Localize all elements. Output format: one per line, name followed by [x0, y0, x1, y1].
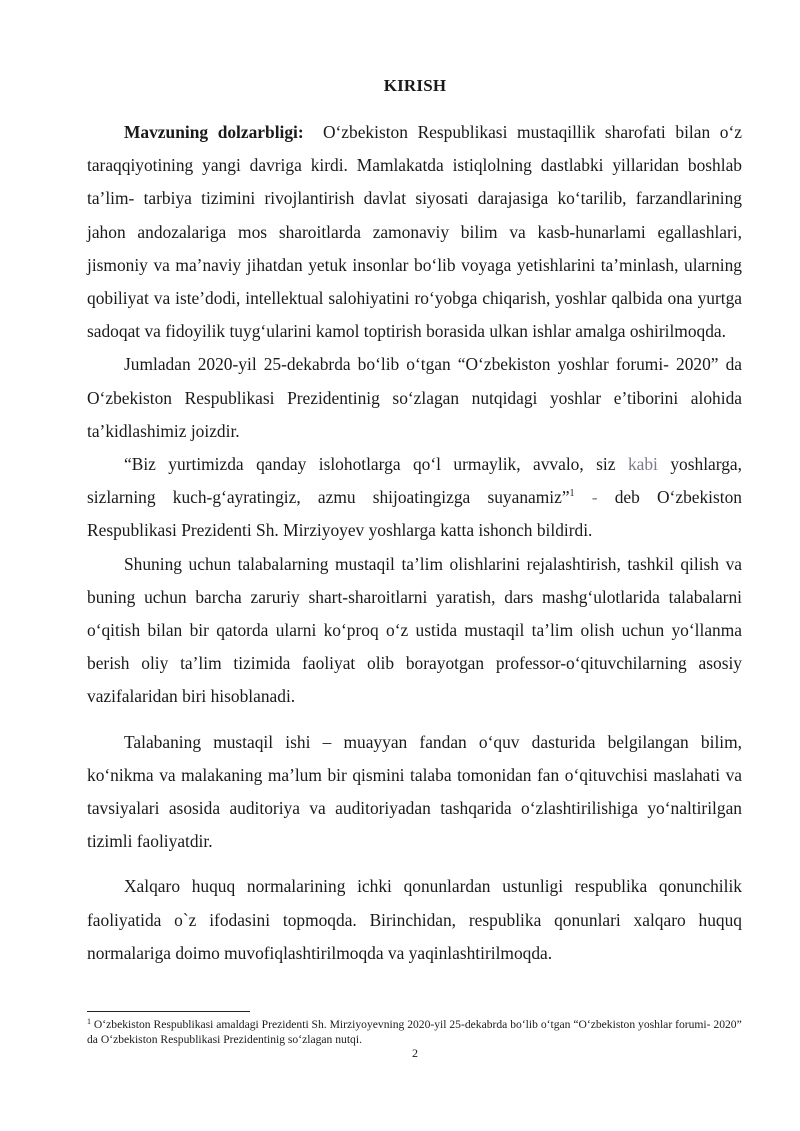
paragraph-relevance — [87, 116, 742, 348]
footnote — [87, 1017, 742, 1047]
paragraph-youth-forum: Jumladan 2020-yil 25-dekabrda bo‘lib o‘tgan “O‘zbekiston yoshlar forumi- 2020” da O‘zbekiston Respublikasi Prezidentinig so‘zlagan nutqidagi yoshlar e’tiborini alohida ta’kidlashimiz joizdir. — [87, 354, 742, 441]
body-text — [87, 116, 742, 970]
footnote-separator — [87, 1011, 250, 1012]
page-number: 2 — [412, 1046, 418, 1060]
footnote-reference[interactable]: 1 — [569, 488, 575, 500]
paragraph-quote — [87, 448, 742, 548]
relevance-text: O‘zbekiston Respublikasi mustaqillik sharofati bilan o‘z taraqqiyotining yangi davriga kirdi. Mamlakatda istiqlolning dastlabki yillaridan boshlab ta’lim- tarbiya tizimini rivojlantirish davlat siyosati darajasiga ko‘tarilib, farzandlarining jahon andozalariga mos sharoitlarda zamonaviy bilim va kasb-hunarlami egallashlari, jismoniy va ma’naviy jihatdan yetuk insonlar bo‘lib voyaga yetishlarini ta’minlash, ularning qobiliyat va iste’dodi, intellektual salohiyatini ro‘yobga chiqarish, yoshlar qalbida ona yurtga sadoqat va fidoyilik tuyg‘ularini kamol toptirish borasida ulkan ishlar amalga oshirilmoqda. — [87, 122, 742, 342]
footnote-text: O‘zbekiston Respublikasi amaldagi Prezidenti Sh. Mirziyoyevning 2020-yil 25-dekabrda bo‘lib o‘tgan “O‘zbekiston yoshlar forumi- 2020” da O‘zbekiston Respublikasi Prezidentinig so‘zlagan nutqi. — [87, 1018, 742, 1046]
relevance-lead: Mavzuning dolzarbligi: — [124, 122, 304, 142]
section-title: KIRISH — [383, 76, 447, 95]
footnote-marker: 1 — [87, 1017, 91, 1026]
paragraph-international-law: Xalqaro huquq normalarining ichki qonunlardan ustunligi respublika qonunchilik faoliyatida o`z ifodasini topmoqda. Birinchidan, respublika qonunlari xalqaro huquq normalariga doimo muvofiqlashtirilmoqda va yaqinlashtirilmoqda. — [87, 876, 742, 963]
quote-part-3: deb O‘zbekiston Respublikasi Prezidenti Sh. Mirziyoyev yoshlarga katta ishonch bildirdi. — [87, 487, 743, 541]
quote-part-1: “Biz yurtimizda qanday islohotlarga qo‘l urmaylik, avvalo, siz — [124, 454, 616, 475]
paragraph-student-work: Talabaning mustaqil ishi – muayyan fandan o‘quv dasturida belgilangan bilim, ko‘nikma va malakaning ma’lum bir qismini talaba tomonidan fan o‘qituvchisi maslahati va tavsiyalari asosida auditoriya va auditoriyadan tashqarida o‘zlashtirilishiga yo‘naltirilgan tizimli faoliyatdir. — [87, 731, 742, 852]
quote-muted-word: kabi — [627, 454, 658, 475]
paragraph-independent-learning: Shuning uchun talabalarning mustaqil ta’lim olishlarini rejalashtirish, tashkil qilish va buning uchun barcha zaruriy shart-sharoitlarni yaratish, dars mashg‘ulotlarida talabalarni o‘qitish bilan bir qatorda ularni ko‘proq o‘z ustida mustaqil ta’lim olish uchun yo‘llanma berish oliy ta’lim tizimida faoliyat olib borayotgan professor-o‘qituvchilarning asosiy vazifalaridan biri hisoblanadi. — [87, 553, 742, 707]
quote-dash: - — [591, 487, 598, 508]
quote-part-2: yoshlarga, sizlarning kuch-g‘ayratingiz, azmu shijoatingizga suyanamiz” — [87, 454, 742, 508]
